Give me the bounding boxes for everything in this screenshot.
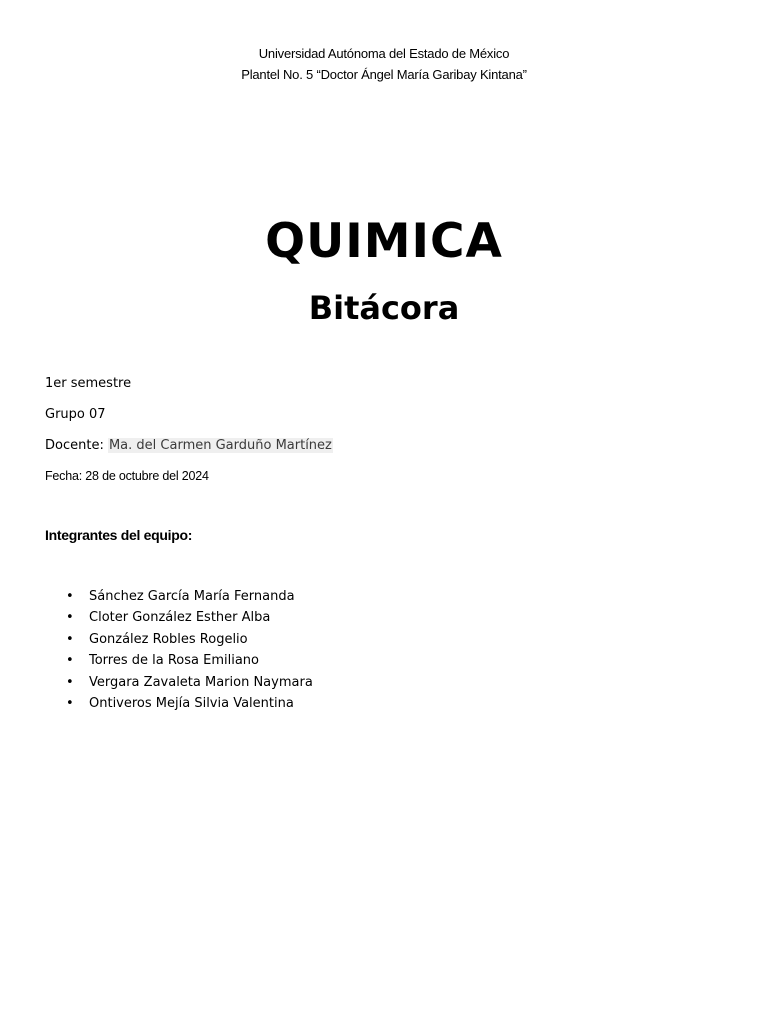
member-name: Torres de la Rosa Emiliano [89, 653, 260, 669]
semester-text: 1er semestre [45, 376, 132, 391]
team-heading: Integrantes del equipo: [45, 527, 193, 543]
document-title: QUIMICA [265, 214, 503, 269]
bullet-icon: • [66, 653, 74, 669]
teacher-line [45, 437, 333, 455]
bullet-icon: • [66, 631, 74, 647]
campus-name: Plantel No. 5 “Doctor Ángel María Garibay Kintana” [241, 67, 527, 82]
institution-name: Universidad Autónoma del Estado de México [258, 46, 510, 61]
bullet-icon: • [66, 610, 74, 626]
teacher-label: Docente: [45, 438, 108, 453]
bullet-icon: • [66, 589, 74, 604]
group-text: Grupo 07 [45, 407, 106, 422]
teacher-name: Ma. del Carmen Garduño Martínez [108, 438, 332, 453]
member-name: Cloter González Esther Alba [89, 610, 271, 626]
bullet-icon: • [66, 674, 74, 690]
member-name: Vergara Zavaleta Marion Naymara [89, 674, 313, 690]
member-name: González Robles Rogelio [89, 631, 248, 647]
member-name: Sánchez García María Fernanda [89, 589, 295, 604]
member-name: Ontiveros Mejía Silvia Valentina [89, 695, 294, 711]
bullet-icon: • [66, 695, 74, 711]
document-subtitle: Bitácora [308, 289, 460, 327]
date-text: Fecha: 28 de octubre del 2024 [45, 469, 209, 483]
